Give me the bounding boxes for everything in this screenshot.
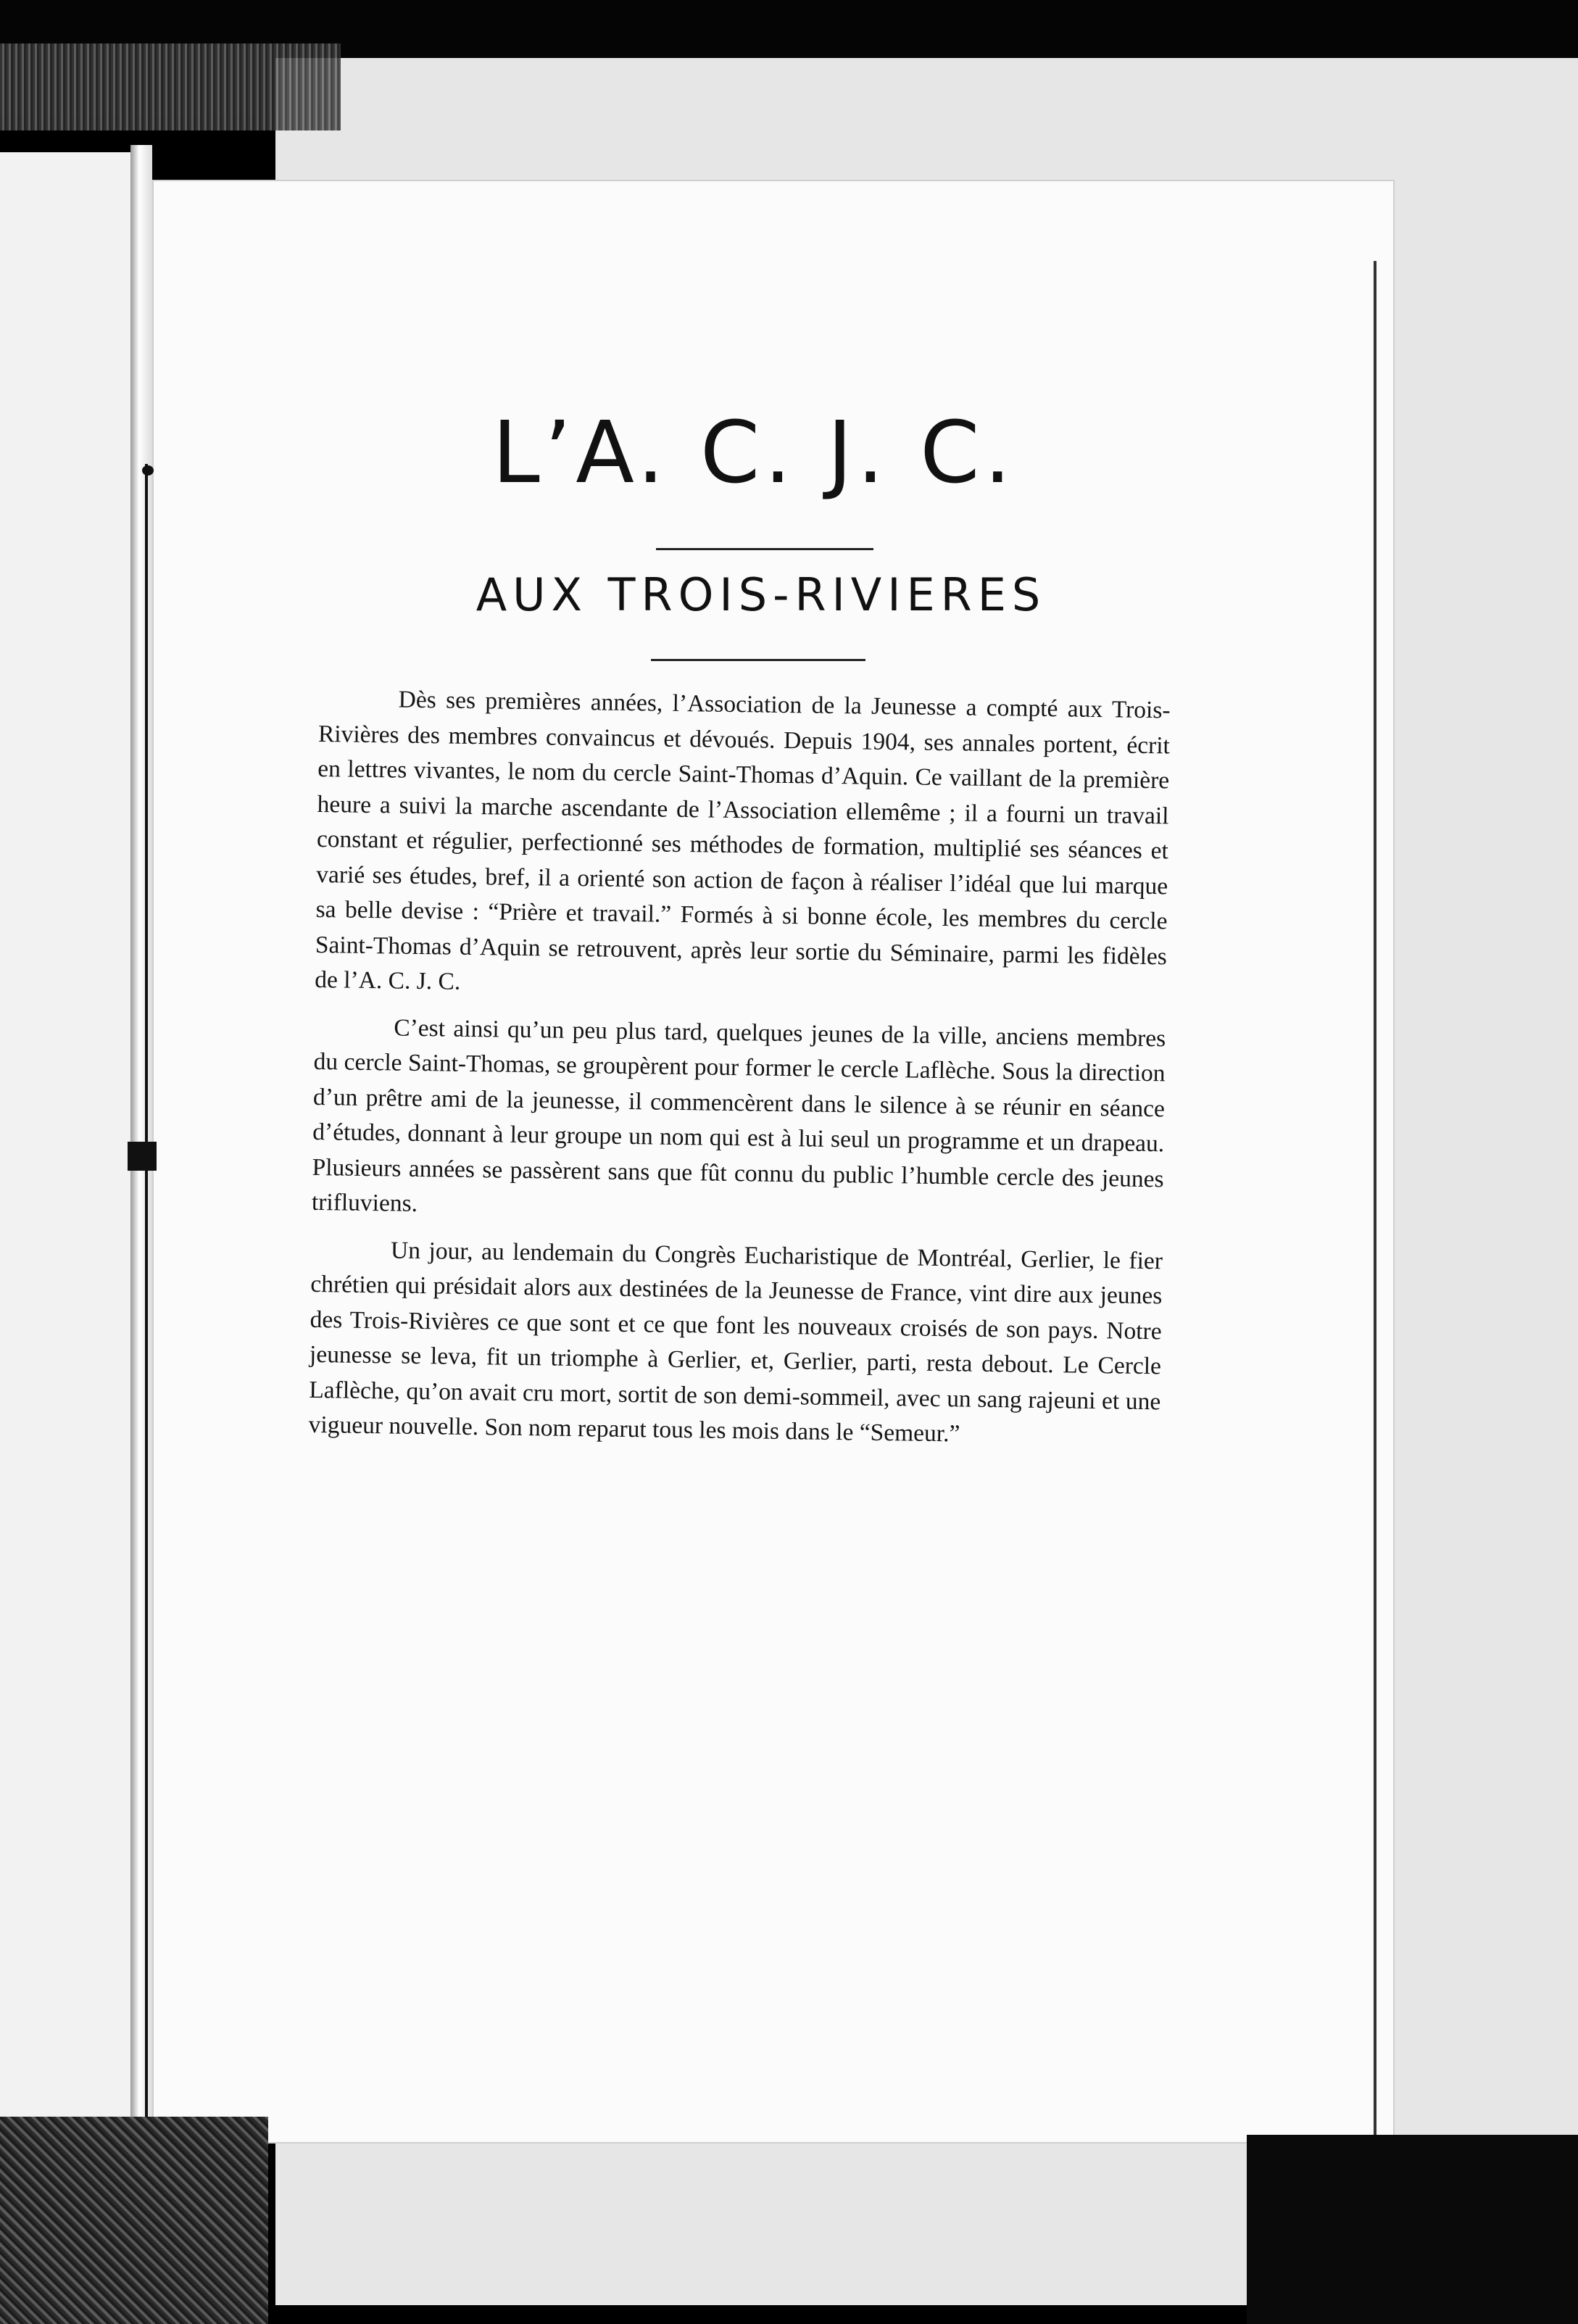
left-page-edge: [0, 152, 130, 2138]
gutter-mark: [128, 1142, 157, 1171]
subtitle-divider: [651, 659, 865, 661]
gutter-mark: [142, 465, 154, 476]
paragraph: C’est ainsi qu’un peu plus tard, quelques jeunes de la ville, anciens membres du cercle Saint-Thomas, se groupèrent pour former le cercle Laflèche. Sous la direction d’un prêtre ami de la jeunesse, il commencèrent dans le silence à se réunir en séance d’études, donnant à leur groupe un nom qui est à lui seul un programme et un drapeau. Plusieurs années se passèrent sans que fût connu du public l’humble cercle des jeunes trifluviens.: [311, 1013, 1166, 1217]
gutter-line: [145, 464, 148, 2117]
binding-tape: [0, 43, 341, 130]
article-body: [308, 681, 1171, 1466]
paragraph: Dès ses premières années, l’Association de la Jeunesse a compté aux Trois-Rivières des membres convaincus et dévoués. Depuis 1904, ses annales portent, écrit en lettres vivantes, le nom du cercle Saint-Thomas d’Aquin. Ce vaillant de la première heure a suivi la marche ascendante de l’Association ellemême ; il a fourni un travail constant et régulier, perfectionné ses méthodes de formation, multiplié ses séances et varié ses études, bref, il a orienté son action de façon à réaliser l’idéal que lui marque sa belle devise : “Prière et travail.” Formés à si bonne école, les membres du cercle Saint-Thomas d’Aquin se retrouvent, après leur sortie du Séminaire, parmi les fidèles de l’A. C. J. C.: [314, 686, 1171, 995]
title-divider: [656, 548, 873, 550]
paragraph: Un jour, au lendemain du Congrès Eucharistique de Montréal, Gerlier, le fier chrétien qui présidait alors aux destinées de la Jeunesse de France, vint dire aux jeunes des Trois-Rivières ce que sont et ce que font les nouveaux croisés de son pays. Notre jeunesse se leva, fit un triomphe à Gerlier, et, Gerlier, parti, resta debout. Le Cercle Laflèche, qu’on avait cru mort, sortit de son demi-sommeil, avec un sang rajeuni et une vigueur nouvelle. Son nom reparut tous les mois dans le “Semeur.”: [308, 1236, 1163, 1448]
page-border-line: [1374, 261, 1376, 2138]
page-title: L’A. C. J. C.: [491, 402, 1016, 502]
page-subtitle: AUX TROIS-RIVIERES: [476, 568, 1047, 621]
scan-background: [1247, 2135, 1578, 2324]
binding-cloth: [0, 2117, 268, 2324]
